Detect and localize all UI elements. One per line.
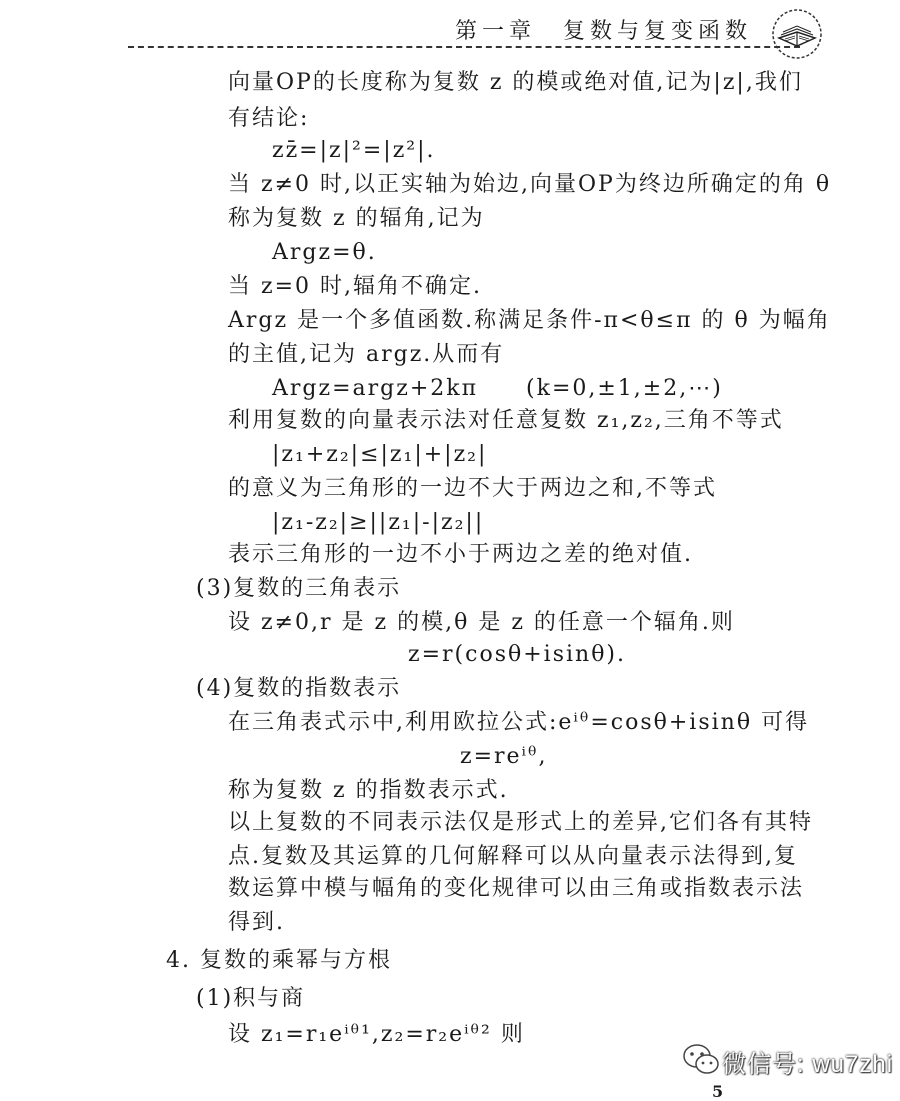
header-divider <box>128 46 800 48</box>
page-number: 5 <box>712 1082 724 1101</box>
text-line: (3)复数的三角表示 <box>196 576 402 601</box>
text-line: 以上复数的不同表示法仅是形式上的差异,它们各有其特 <box>228 810 813 835</box>
text-line: z=reⁱᶿ, <box>460 744 548 769</box>
text-line: 向量OP的长度称为复数 z 的模或绝对值,记为|z|,我们 <box>228 70 803 95</box>
open-book-icon <box>771 8 823 60</box>
text-line: 的意义为三角形的一边不大于两边之和,不等式 <box>228 476 717 501</box>
text-line: Argz=θ. <box>272 240 377 265</box>
text-line: 得到. <box>228 910 285 935</box>
text-line: 点.复数及其运算的几何解释可以从向量表示法得到,复 <box>228 844 798 869</box>
page-header <box>0 0 900 60</box>
text-line: 当 z=0 时,辐角不确定. <box>228 274 482 299</box>
text-line: (1)积与商 <box>196 986 306 1011</box>
text-line: (4)复数的指数表示 <box>196 676 402 701</box>
text-line: 称为复数 z 的辐角,记为 <box>228 206 485 231</box>
text-line: 设 z≠0,r 是 z 的模,θ 是 z 的任意一个辐角.则 <box>228 610 735 635</box>
text-line: 设 z₁=r₁eⁱᶿ¹,z₂=r₂eⁱᶿ² 则 <box>228 1022 525 1047</box>
text-line: 数运算中模与幅角的变化规律可以由三角或指数表示法 <box>228 876 805 901</box>
text-line: 4. 复数的乘幂与方根 <box>166 948 392 973</box>
text-line: zz̄=|z|²=|z²|. <box>272 138 436 163</box>
text-line: 当 z≠0 时,以正实轴为始边,向量OP为终边所确定的角 θ <box>228 172 832 197</box>
wechat-icon <box>682 1042 720 1076</box>
text-line: 的主值,记为 argz.从而有 <box>228 342 505 367</box>
text-line: 有结论: <box>228 106 310 131</box>
text-line: |z₁-z₂|≥||z₁|-|z₂|| <box>272 510 485 535</box>
text-line: Argz=argz+2kπ (k=0,±1,±2,⋯) <box>272 376 723 401</box>
text-line: Argz 是一个多值函数.称满足条件-π<θ≤π 的 θ 为幅角 <box>228 308 831 333</box>
text-line: 称为复数 z 的指数表示式. <box>228 778 509 803</box>
text-line: 在三角表式示中,利用欧拉公式:eⁱᶿ=cosθ+isinθ 可得 <box>228 710 810 735</box>
watermark-text: 微信号: wu7zhi <box>722 1051 894 1078</box>
text-line: |z₁+z₂|≤|z₁|+|z₂| <box>272 442 488 467</box>
chapter-title: 第一章 复数与复变函数 <box>454 19 752 44</box>
text-line: 表示三角形的一边不小于两边之差的绝对值. <box>228 542 693 567</box>
text-line: z=r(cosθ+isinθ). <box>408 642 627 667</box>
text-line: 利用复数的向量表示法对任意复数 z₁,z₂,三角不等式 <box>228 408 784 433</box>
